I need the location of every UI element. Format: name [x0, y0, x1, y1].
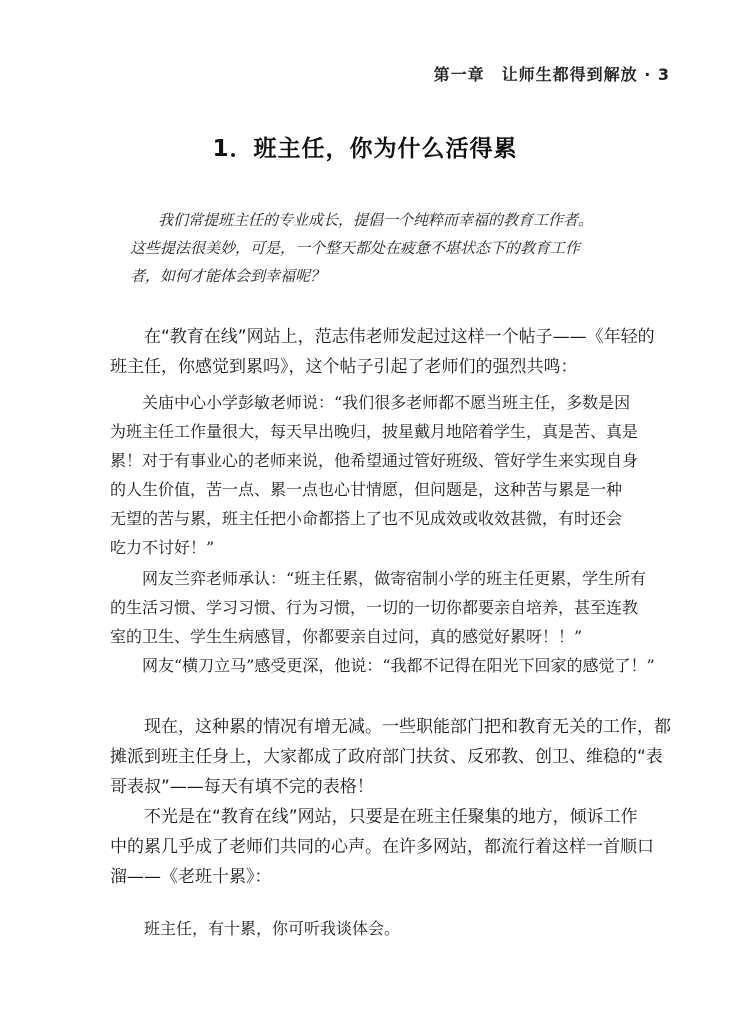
quote-peng-min: [110, 388, 650, 562]
text-line: 中的累几乎成了老师们共同的心声。在许多网站，都流行着这样一首顺口: [110, 837, 654, 857]
text-line: 累！对于有事业心的老师来说，他希望通过管好班级、管好学生来实现自身: [110, 451, 639, 470]
text-line: 室的卫生、学生生病感冒，你都要亲自过问，真的感觉好累呀！！”: [110, 627, 583, 646]
text-line: 在“教育在线”网站上，范志伟老师发起过这样一个帖子——《年轻的: [144, 327, 655, 347]
text-line: 关庙中心小学彭敏老师说：“我们很多老师都不愿当班主任，多数是因: [142, 393, 631, 412]
text-line: 摊派到班主任身上，大家都成了政府部门扶贫、反邪教、创卫、维稳的“表: [110, 747, 663, 767]
quote-hengdao-lima: [110, 651, 655, 680]
text-line: 哥表叔”——每天有填不完的表格！: [110, 777, 374, 797]
text-line: 为班主任工作量很大，每天早出晚归，披星戴月地陪着学生，真是苦、真是: [110, 422, 639, 441]
text-line: 的生活习惯、学习习惯、行为习惯，一切的一切你都要亲自培养，甚至连教: [110, 598, 639, 617]
text-line: 网友“横刀立马”感受更深，他说：“我都不记得在阳光下回家的感觉了！”: [142, 656, 655, 675]
text-line: 网友兰弈老师承认：“班主任累，做寄宿制小学的班主任更累，学生所有: [142, 569, 647, 588]
paragraph-common-voice: [110, 802, 654, 892]
text-line: 无望的苦与累，班主任把小命都搭上了也不见成效或收效甚微，有时还会: [110, 509, 623, 528]
quote-lan-yi: [110, 564, 650, 651]
poem-first-line: 班主任，有十累，你可听我谈体会。: [144, 919, 401, 938]
paragraph-burden: [110, 712, 671, 802]
text-line: 不光是在“教育在线”网站，只要是在班主任聚集的地方，倾诉工作: [144, 807, 638, 827]
paragraph-intro: [110, 322, 655, 382]
epigraph: [130, 206, 593, 290]
epigraph-line: 我们常提班主任的专业成长，提倡一个纯粹而幸福的教育工作者。: [158, 211, 594, 229]
epigraph-line: 者，如何才能体会到幸福呢？: [130, 267, 326, 285]
running-head: 第一章 让师生都得到解放 · 3: [433, 65, 670, 84]
text-line: 吃力不讨好！”: [110, 538, 215, 557]
section-title: 1．班主任，你为什么活得累: [212, 136, 518, 162]
text-line: 溜——《老班十累》：: [110, 867, 272, 887]
epigraph-line: 这些提法很美妙，可是，一个整天都处在疲惫不堪状态下的教育工作: [130, 239, 581, 257]
text-line: 的人生价值，苦一点、累一点也心甘情愿，但问题是，这种苦与累是一种: [110, 480, 623, 499]
text-line: 班主任，你感觉到累吗》，这个帖子引起了老师们的强烈共鸣：: [110, 357, 578, 377]
text-line: 现在，这种累的情况有增无减。一些职能部门把和教育无关的工作，都: [144, 717, 671, 737]
